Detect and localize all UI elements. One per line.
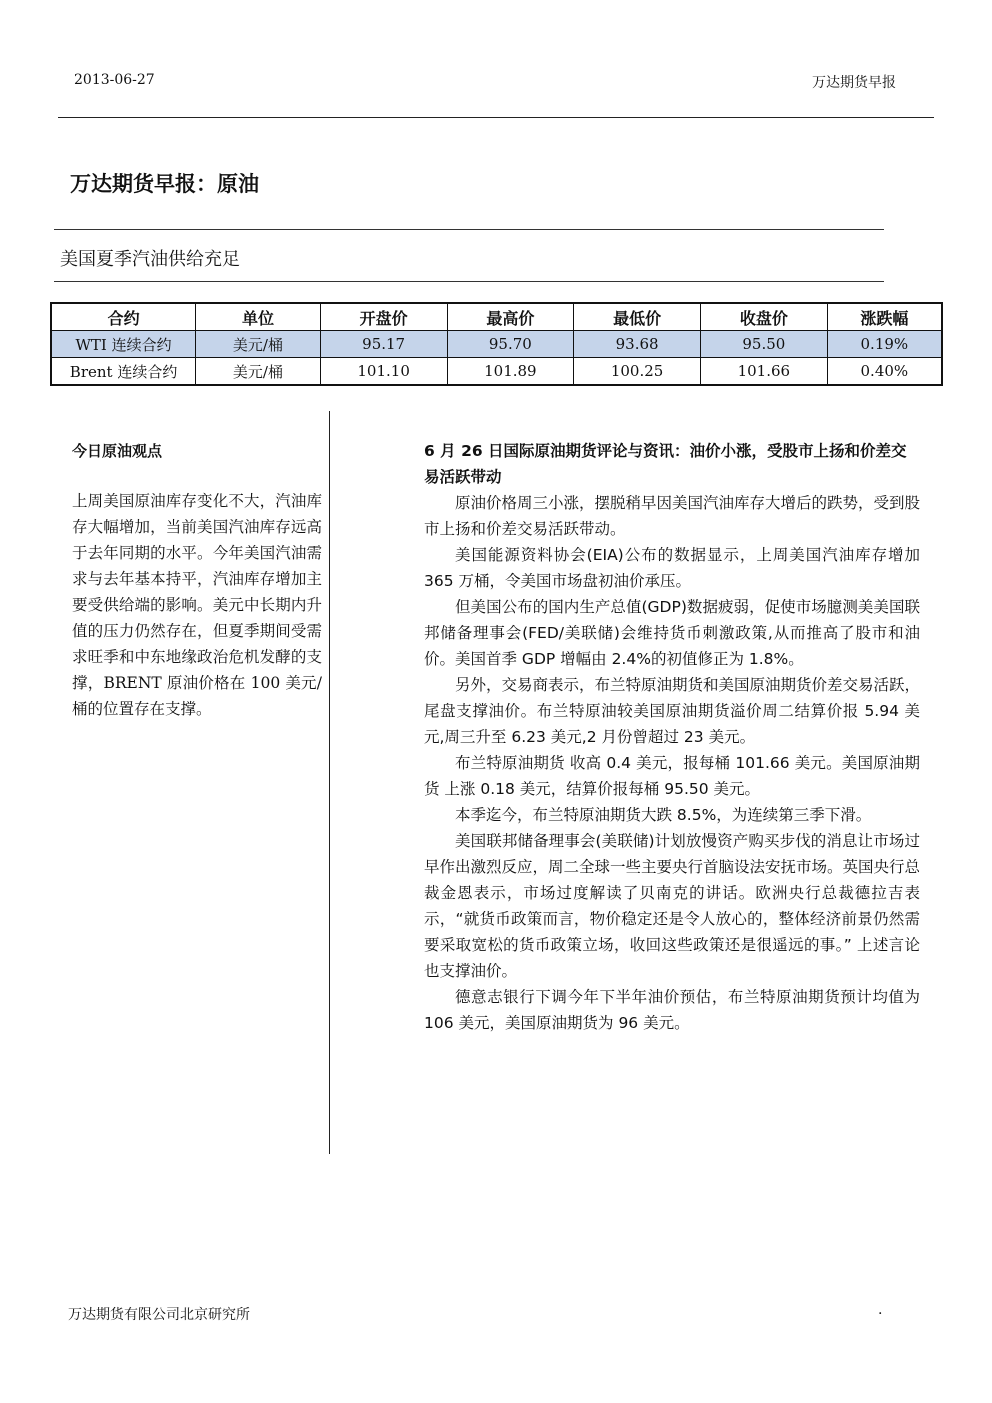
header-brand: 万达期货早报 <box>812 75 896 91</box>
table-cell: 101.89 <box>447 358 574 386</box>
subtitle-bottom-divider <box>54 281 884 282</box>
outlook-body: 上周美国原油库存变化不大，汽油库存大幅增加，当前美国汽油库存远高于去年同期的水平。今年美国汽油需求与去年基本持平，汽油库存增加主要受供给端的影响。美元中长期内升值的压力仍然存在，但夏季期间受需求旺季和中东地缘政治危机发酵的支撑，BRENT 原油价格在 100 美元/桶的位置存在支撑。 <box>72 492 322 718</box>
column-header-open: 开盘价 <box>320 303 447 331</box>
table-cell: 95.50 <box>700 331 827 358</box>
news-paragraph: 美国能源资料协会(EIA)公布的数据显示，上周美国汽油库存增加 365 万桶，令美国市场盘初油价承压。 <box>424 546 920 590</box>
page-title: 万达期货早报：原油 <box>70 171 259 196</box>
news-heading: 6 月 26 日国际原油期货评论与资讯：油价小涨，受股市上扬和价差交易活跃带动 <box>424 442 907 486</box>
table-cell: 93.68 <box>574 331 701 358</box>
column-header-change: 涨跌幅 <box>827 303 942 331</box>
table-cell: 美元/桶 <box>196 331 321 358</box>
table-cell: WTI 连续合约 <box>51 331 196 358</box>
footer-mark: . <box>878 1302 883 1318</box>
table-row <box>51 331 942 358</box>
news-paragraph: 但美国公布的国内生产总值(GDP)数据疲弱，促使市场臆测美美国联邦储备理事会(FED/美联储)会维持货币刺激政策,从而推高了股市和油价。美国首季 GDP 增幅由 2.4%的初值修正为 1.8%。 <box>424 598 920 668</box>
table-cell: 0.19% <box>827 331 942 358</box>
news-paragraph: 本季迄今，布兰特原油期货大跌 8.5%，为连续第三季下滑。 <box>455 806 872 824</box>
news-paragraph: 原油价格周三小涨，摆脱稍早因美国汽油库存大增后的跌势，受到股市上扬和价差交易活跃带动。 <box>424 494 921 538</box>
outlook-section <box>72 438 322 722</box>
table-cell: 0.40% <box>827 358 942 386</box>
news-paragraph: 美国联邦储备理事会(美联储)计划放慢资产购买步伐的消息让市场过早作出激烈反应，周二全球一些主要央行首脑设法安抚市场。英国央行总裁金恩表示，市场过度解读了贝南克的讲话。欧洲央行总裁德拉吉表示，“就货币政策而言，物价稳定还是令人放心的，整体经济前景仍然需要采取宽松的货币政策立场，收回这些政策还是很遥远的事。” 上述言论也支撑油价。 <box>424 832 921 980</box>
header-divider <box>58 117 934 118</box>
news-paragraph: 布兰特原油期货 收高 0.4 美元，报每桶 101.66 美元。美国原油期货 上涨 0.18 美元，结算价报每桶 95.50 美元。 <box>424 754 920 798</box>
table-cell: Brent 连续合约 <box>51 358 196 386</box>
column-header-close: 收盘价 <box>700 303 827 331</box>
news-paragraph: 德意志银行下调今年下半年油价预估，布兰特原油期货预计均值为 106 美元，美国原油期货为 96 美元。 <box>424 988 920 1032</box>
table-cell: 95.70 <box>447 331 574 358</box>
table-cell: 美元/桶 <box>196 358 321 386</box>
column-divider <box>329 411 330 1154</box>
table-header-row <box>51 303 942 331</box>
news-paragraph: 另外，交易商表示，布兰特原油期货和美国原油期货价差交易活跃，尾盘支撑油价。布兰特原油较美国原油期货溢价周二结算价报 5.94 美元,周三升至 6.23 美元,2 月份曾超过 23 美元。 <box>424 676 921 746</box>
footer-company: 万达期货有限公司北京研究所 <box>68 1307 250 1323</box>
column-header-high: 最高价 <box>447 303 574 331</box>
column-header-low: 最低价 <box>574 303 701 331</box>
column-header-contract: 合约 <box>51 303 196 331</box>
table-cell: 95.17 <box>320 331 447 358</box>
subtitle-top-divider <box>54 229 884 230</box>
outlook-heading: 今日原油观点 <box>72 442 163 460</box>
table-cell: 101.66 <box>700 358 827 386</box>
news-section <box>424 438 920 1036</box>
price-table <box>50 302 943 386</box>
page-subtitle: 美国夏季汽油供给充足 <box>60 249 240 270</box>
table-cell: 100.25 <box>574 358 701 386</box>
table-row <box>51 358 942 386</box>
header-date: 2013-06-27 <box>74 72 155 88</box>
table-cell: 101.10 <box>320 358 447 386</box>
column-header-unit: 单位 <box>196 303 321 331</box>
